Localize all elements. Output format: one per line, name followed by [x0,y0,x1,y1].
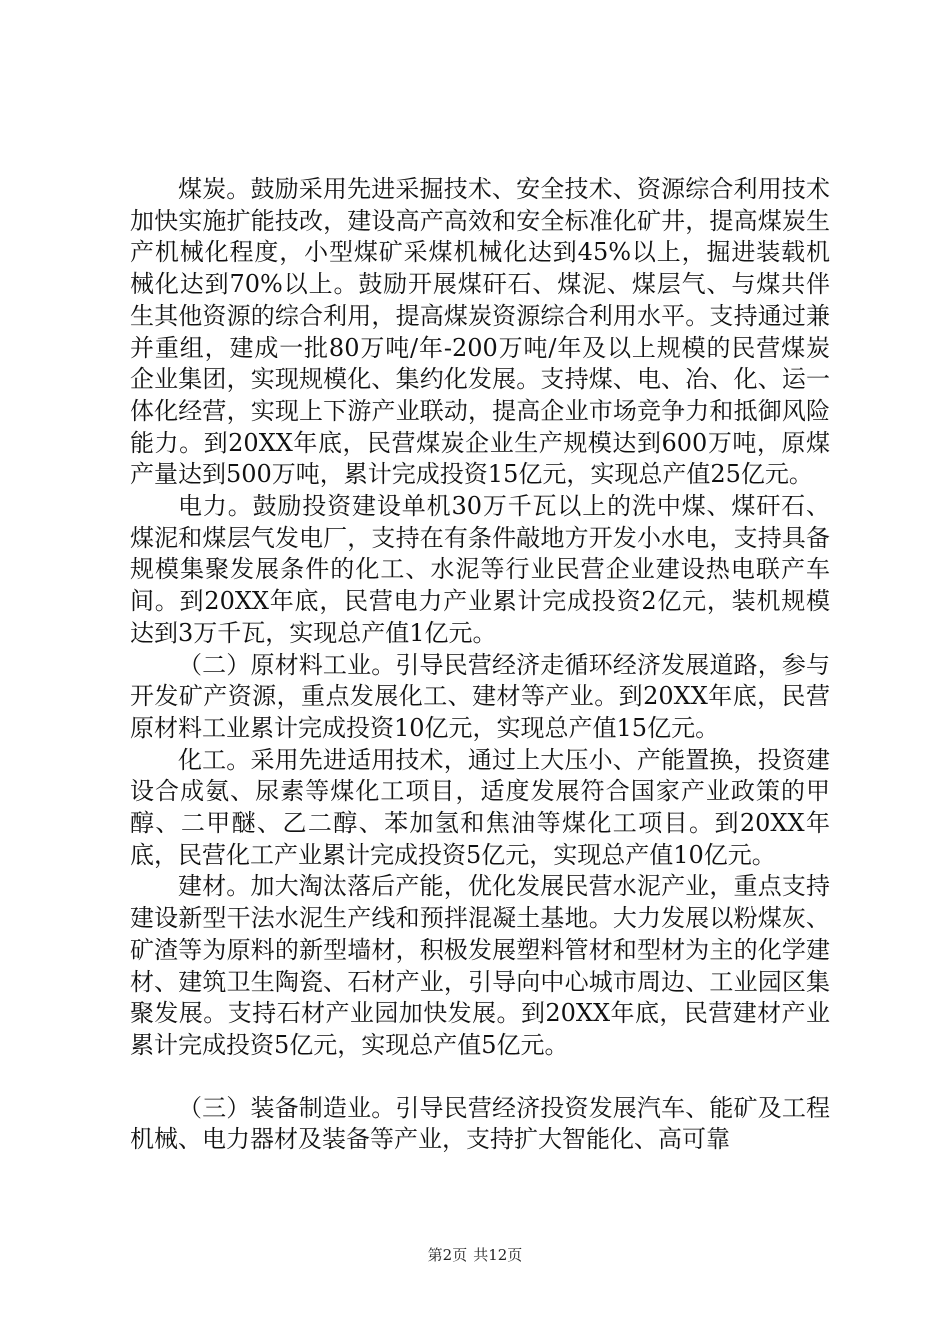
paragraph-chemical: 化工。采用先进适用技术，通过上大压小、产能置换，投资建设合成氨、尿素等煤化工项目，适度发展符合国家产业政策的甲醇、二甲醚、乙二醇、苯加氢和焦油等煤化工项目。到20XX年底，民营化工产业累计完成投资5亿元，实现总产值10亿元。 [130,745,830,869]
page-footer [0,1245,950,1265]
document-body [130,174,830,1156]
page-total: 共12页 [473,1246,523,1264]
paragraph-electric-power: 电力。鼓励投资建设单机30万千瓦以上的洗中煤、煤矸石、煤泥和煤层气发电厂，支持在有条件敲地方开发小水电，支持具备规模集聚发展条件的化工、水泥等行业民营企业建设热电联产车间。到20XX年底，民营电力产业累计完成投资2亿元，装机规模达到3万千瓦，实现总产值1亿元。 [130,492,830,647]
paragraph-coal: 煤炭。鼓励采用先进采掘技术、安全技术、资源综合利用技术加快实施扩能技改，建设高产高效和安全标准化矿井，提高煤炭生产机械化程度，小型煤矿采煤机械化达到45%以上，掘进装载机械化达到70%以上。鼓励开展煤矸石、煤泥、煤层气、与煤共伴生其他资源的综合利用，提高煤炭资源综合利用水平。支持通过兼并重组，建成一批80万吨/年-200万吨/年及以上规模的民营煤炭企业集团，实现规模化、集约化发展。支持煤、电、冶、化、运一体化经营，实现上下游产业联动，提高企业市场竞争力和抵御风险能力。到20XX年底，民营煤炭企业生产规模达到600万吨，原煤产量达到500万吨，累计完成投资15亿元，实现总产值25亿元。 [130,175,830,489]
paragraph-building-materials: 建材。加大淘汰落后产能，优化发展民营水泥产业，重点支持建设新型干法水泥生产线和预拌混凝土基地。大力发展以粉煤灰、矿渣等为原料的新型墙材，积极发展塑料管材和型材为主的化学建材、建筑卫生陶瓷、石材产业，引导向中心城市周边、工业园区集聚发展。支持石材产业园加快发展。到20XX年底，民营建材产业累计完成投资5亿元，实现总产值5亿元。 [130,872,830,1059]
paragraph-raw-materials: （二）原材料工业。引导民营经济走循环经济发展道路，参与开发矿产资源，重点发展化工、建材等产业。到20XX年底，民营原材料工业累计完成投资10亿元，实现总产值15亿元。 [130,650,830,742]
paragraph-equipment-manufacturing: （三）装备制造业。引导民营经济投资发展汽车、能矿及工程机械、电力器材及装备等产业，支持扩大智能化、高可靠 [130,1093,830,1154]
page-number: 第2页 [427,1246,468,1264]
